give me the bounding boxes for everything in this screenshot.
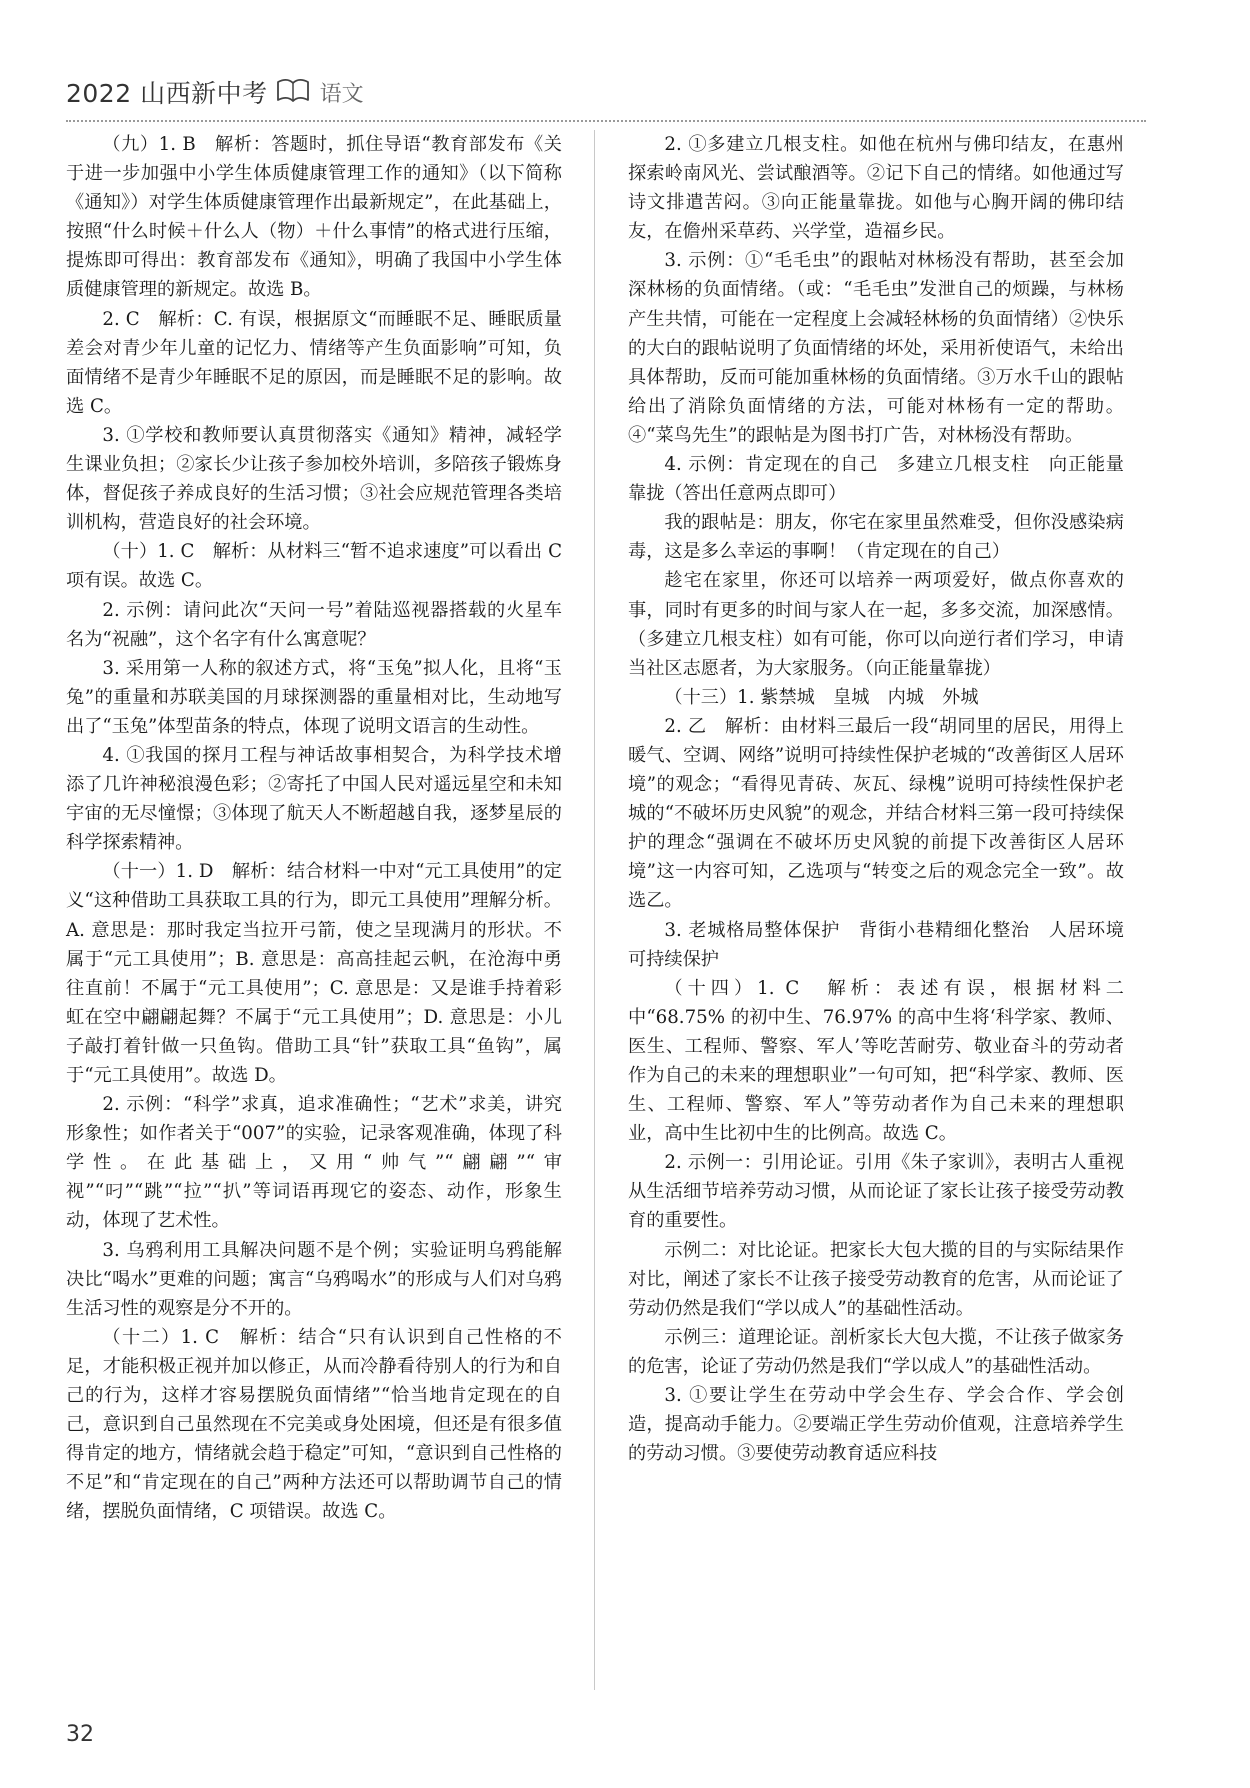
left-column <box>66 130 562 1527</box>
answer-paragraph: 4. 示例：肯定现在的自己 多建立几根支柱 向正能量靠拢（答出任意两点即可） <box>628 454 1124 505</box>
answer-paragraph: 2. 乙 解析：由材料三最后一段“胡同里的居民，用得上暖气、空调、网络”说明可持续性保护老城的“改善街区人居环境”的观念；“看得见青砖、灰瓦、绿槐”说明可持续性保护老城的“不破坏历史风貌”的观念，并结合材料三第一段可持续保护的理念“强调在不破坏历史风貌的前提下改善街区人居环境”这一内容可知，乙选项与“转变之后的观念完全一致”。故选乙。 <box>628 715 1124 912</box>
answer-paragraph: （十二）1. C 解析：结合“只有认识到自己性格的不足，才能积极正视并加以修正，从而冷静看待别人的行为和自己的行为，这样才容易摆脱负面情绪”“恰当地肯定现在的自己，意识到自己虽然现在不完美或身处困境，但还是有很多值得肯定的地方，情绪就会趋于稳定”可知，“意识到自己性格的不足”和“肯定现在的自己”两种方法还可以帮助调节自己的情绪，摆脱负面情绪，C 项错误。故选 C。 <box>66 1326 562 1523</box>
answer-paragraph: 4. ①我国的探月工程与神话故事相契合，为科学技术增添了几许神秘浪漫色彩；②寄托了中国人民对遥远星空和未知宇宙的无尽憧憬；③体现了航天人不断超越自我，逐梦星辰的科学探索精神。 <box>66 744 562 854</box>
subject-label: 语文 <box>319 81 364 107</box>
answer-paragraph: （十四）1. C 解析：表述有误，根据材料二中“68.75% 的初中生、76.97% 的高中生将‘科学家、教师、医生、工程师、警察、军人’等吃苦耐劳、敬业奋斗的劳动者作为自己的未来的理想职业”一句可知，把“科学家、教师、医生、工程师、警察、军人”等劳动者作为自己未来的理想职业，高中生比初中生的比例高。故选 C。 <box>628 977 1124 1145</box>
column-divider <box>594 130 595 1690</box>
answer-paragraph: 3. ①学校和教师要认真贯彻落实《通知》精神，减轻学生课业负担；②家长少让孩子参加校外培训，多陪孩子锻炼身体，督促孩子养成良好的生活习惯；③社会应规范管理各类培训机构，营造良好的社会环境。 <box>66 424 562 534</box>
answer-paragraph: 我的跟帖是：朋友，你宅在家里虽然难受，但你没感染病毒，这是多么幸运的事啊！（肯定现在的自己） <box>628 512 1124 563</box>
open-book-icon <box>276 77 310 107</box>
page-header <box>66 70 1146 114</box>
page-number: 32 <box>66 1722 94 1747</box>
answer-paragraph: 3. 老城格局整体保护 背街小巷精细化整治 人居环境可持续保护 <box>628 919 1124 970</box>
answer-paragraph: 3. 示例：①“毛毛虫”的跟帖对林杨没有帮助，甚至会加深林杨的负面情绪。（或：“毛毛虫”发泄自己的烦躁，与林杨产生共情，可能在一定程度上会减轻林杨的负面情绪）②快乐的大白的跟帖说明了负面情绪的坏处，采用祈使语气，未给出具体帮助，反而可能加重林杨的负面情绪。③万水千山的跟帖给出了消除负面情绪的方法，可能对林杨有一定的帮助。④“菜鸟先生”的跟帖是为图书打广告，对林杨没有帮助。 <box>628 250 1124 446</box>
answer-paragraph: 2. 示例：“科学”求真，追求准确性；“艺术”求美，讲究形象性；如作者关于“007”的实验，记录客观准确，体现了科学性。在此基础上，又用“帅气”“翩翩”“审视”“叼”“跳”“拉”“扒”等词语再现它的姿态、动作，形象生动，体现了艺术性。 <box>66 1094 562 1232</box>
answer-paragraph: （十一）1. D 解析：结合材料一中对“元工具使用”的定义“这种借助工具获取工具的行为，即元工具使用”理解分析。A. 意思是：那时我定当拉开弓箭，使之呈现满月的形状。不属于“元工具使用”；B. 意思是：高高挂起云帆，在沧海中勇往直前！不属于“元工具使用”；C. 意思是：又是谁手持着彩虹在空中翩翩起舞？不属于“元工具使用”；D. 意思是：小儿子敲打着针做一只鱼钩。借助工具“针”获取工具“鱼钩”，属于“元工具使用”。故选 D。 <box>66 861 562 1086</box>
book-title: 2022 山西新中考 <box>66 79 268 108</box>
header-divider <box>66 120 1146 122</box>
answer-paragraph: 趁宅在家里，你还可以培养一两项爱好，做点你喜欢的事，同时有更多的时间与家人在一起，多多交流，加深感情。（多建立几根支柱）如有可能，你可以向逆行者们学习，申请当社区志愿者，为大家服务。（向正能量靠拢） <box>628 570 1124 679</box>
answer-paragraph: 2. 示例一：引用论证。引用《朱子家训》，表明古人重视从生活细节培养劳动习惯，从而论证了家长让孩子接受劳动教育的重要性。 <box>628 1152 1124 1232</box>
answer-paragraph: （十）1. C 解析：从材料三“暂不追求速度”可以看出 C 项有误。故选 C。 <box>66 541 562 592</box>
answer-paragraph: 3. ①要让学生在劳动中学会生存、学会合作、学会创造，提高动手能力。②要端正学生劳动价值观，注意培养学生的劳动习惯。③要使劳动教育适应科技 <box>628 1385 1124 1465</box>
answer-paragraph: 3. 采用第一人称的叙述方式，将“玉兔”拟人化，且将“玉兔”的重量和苏联美国的月球探测器的重量相对比，生动地写出了“玉兔”体型苗条的特点，体现了说明文语言的生动性。 <box>66 657 562 737</box>
answer-paragraph: 3. 乌鸦利用工具解决问题不是个例；实验证明乌鸦能解决比“喝水”更难的问题；寓言“乌鸦喝水”的形成与人们对乌鸦生活习性的观察是分不开的。 <box>66 1239 562 1319</box>
answer-paragraph: 2. 示例：请问此次“天问一号”着陆巡视器搭载的火星车名为“祝融”，这个名字有什么寓意呢？ <box>66 599 562 650</box>
answer-paragraph: 示例三：道理论证。剖析家长大包大揽，不让孩子做家务的危害，论证了劳动仍然是我们“学以成人”的基础性活动。 <box>628 1326 1124 1377</box>
answer-paragraph: 2. C 解析：C. 有误，根据原文“而睡眠不足、睡眠质量差会对青少年儿童的记忆力、情绪等产生负面影响”可知，负面情绪不是青少年睡眠不足的原因，而是睡眠不足的影响。故选 C。 <box>66 308 562 417</box>
right-column <box>628 130 1124 1468</box>
answer-paragraph: （九）1. B 解析：答题时，抓住导语“教育部发布《关于进一步加强中小学生体质健康管理工作的通知》（以下简称《通知》）对学生体质健康管理作出最新规定”，在此基础上，按照“什么时候＋什么人（物）＋什么事情”的格式进行压缩，提炼即可得出：教育部发布《通知》，明确了我国中小学生体质健康管理的新规定。故选 B。 <box>66 134 562 301</box>
answer-paragraph: 2. ①多建立几根支柱。如他在杭州与佛印结友，在惠州探索岭南风光、尝试酿酒等。②记下自己的情绪。如他通过写诗文排遣苦闷。③向正能量靠拢。如他与心胸开阔的佛印结友，在儋州采草药、兴学堂，造福乡民。 <box>628 134 1124 243</box>
answer-paragraph: 示例二：对比论证。把家长大包大揽的目的与实际结果作对比，阐述了家长不让孩子接受劳动教育的危害，从而论证了劳动仍然是我们“学以成人”的基础性活动。 <box>628 1239 1124 1319</box>
answer-paragraph: （十三）1. 紫禁城 皇城 内城 外城 <box>664 686 979 708</box>
